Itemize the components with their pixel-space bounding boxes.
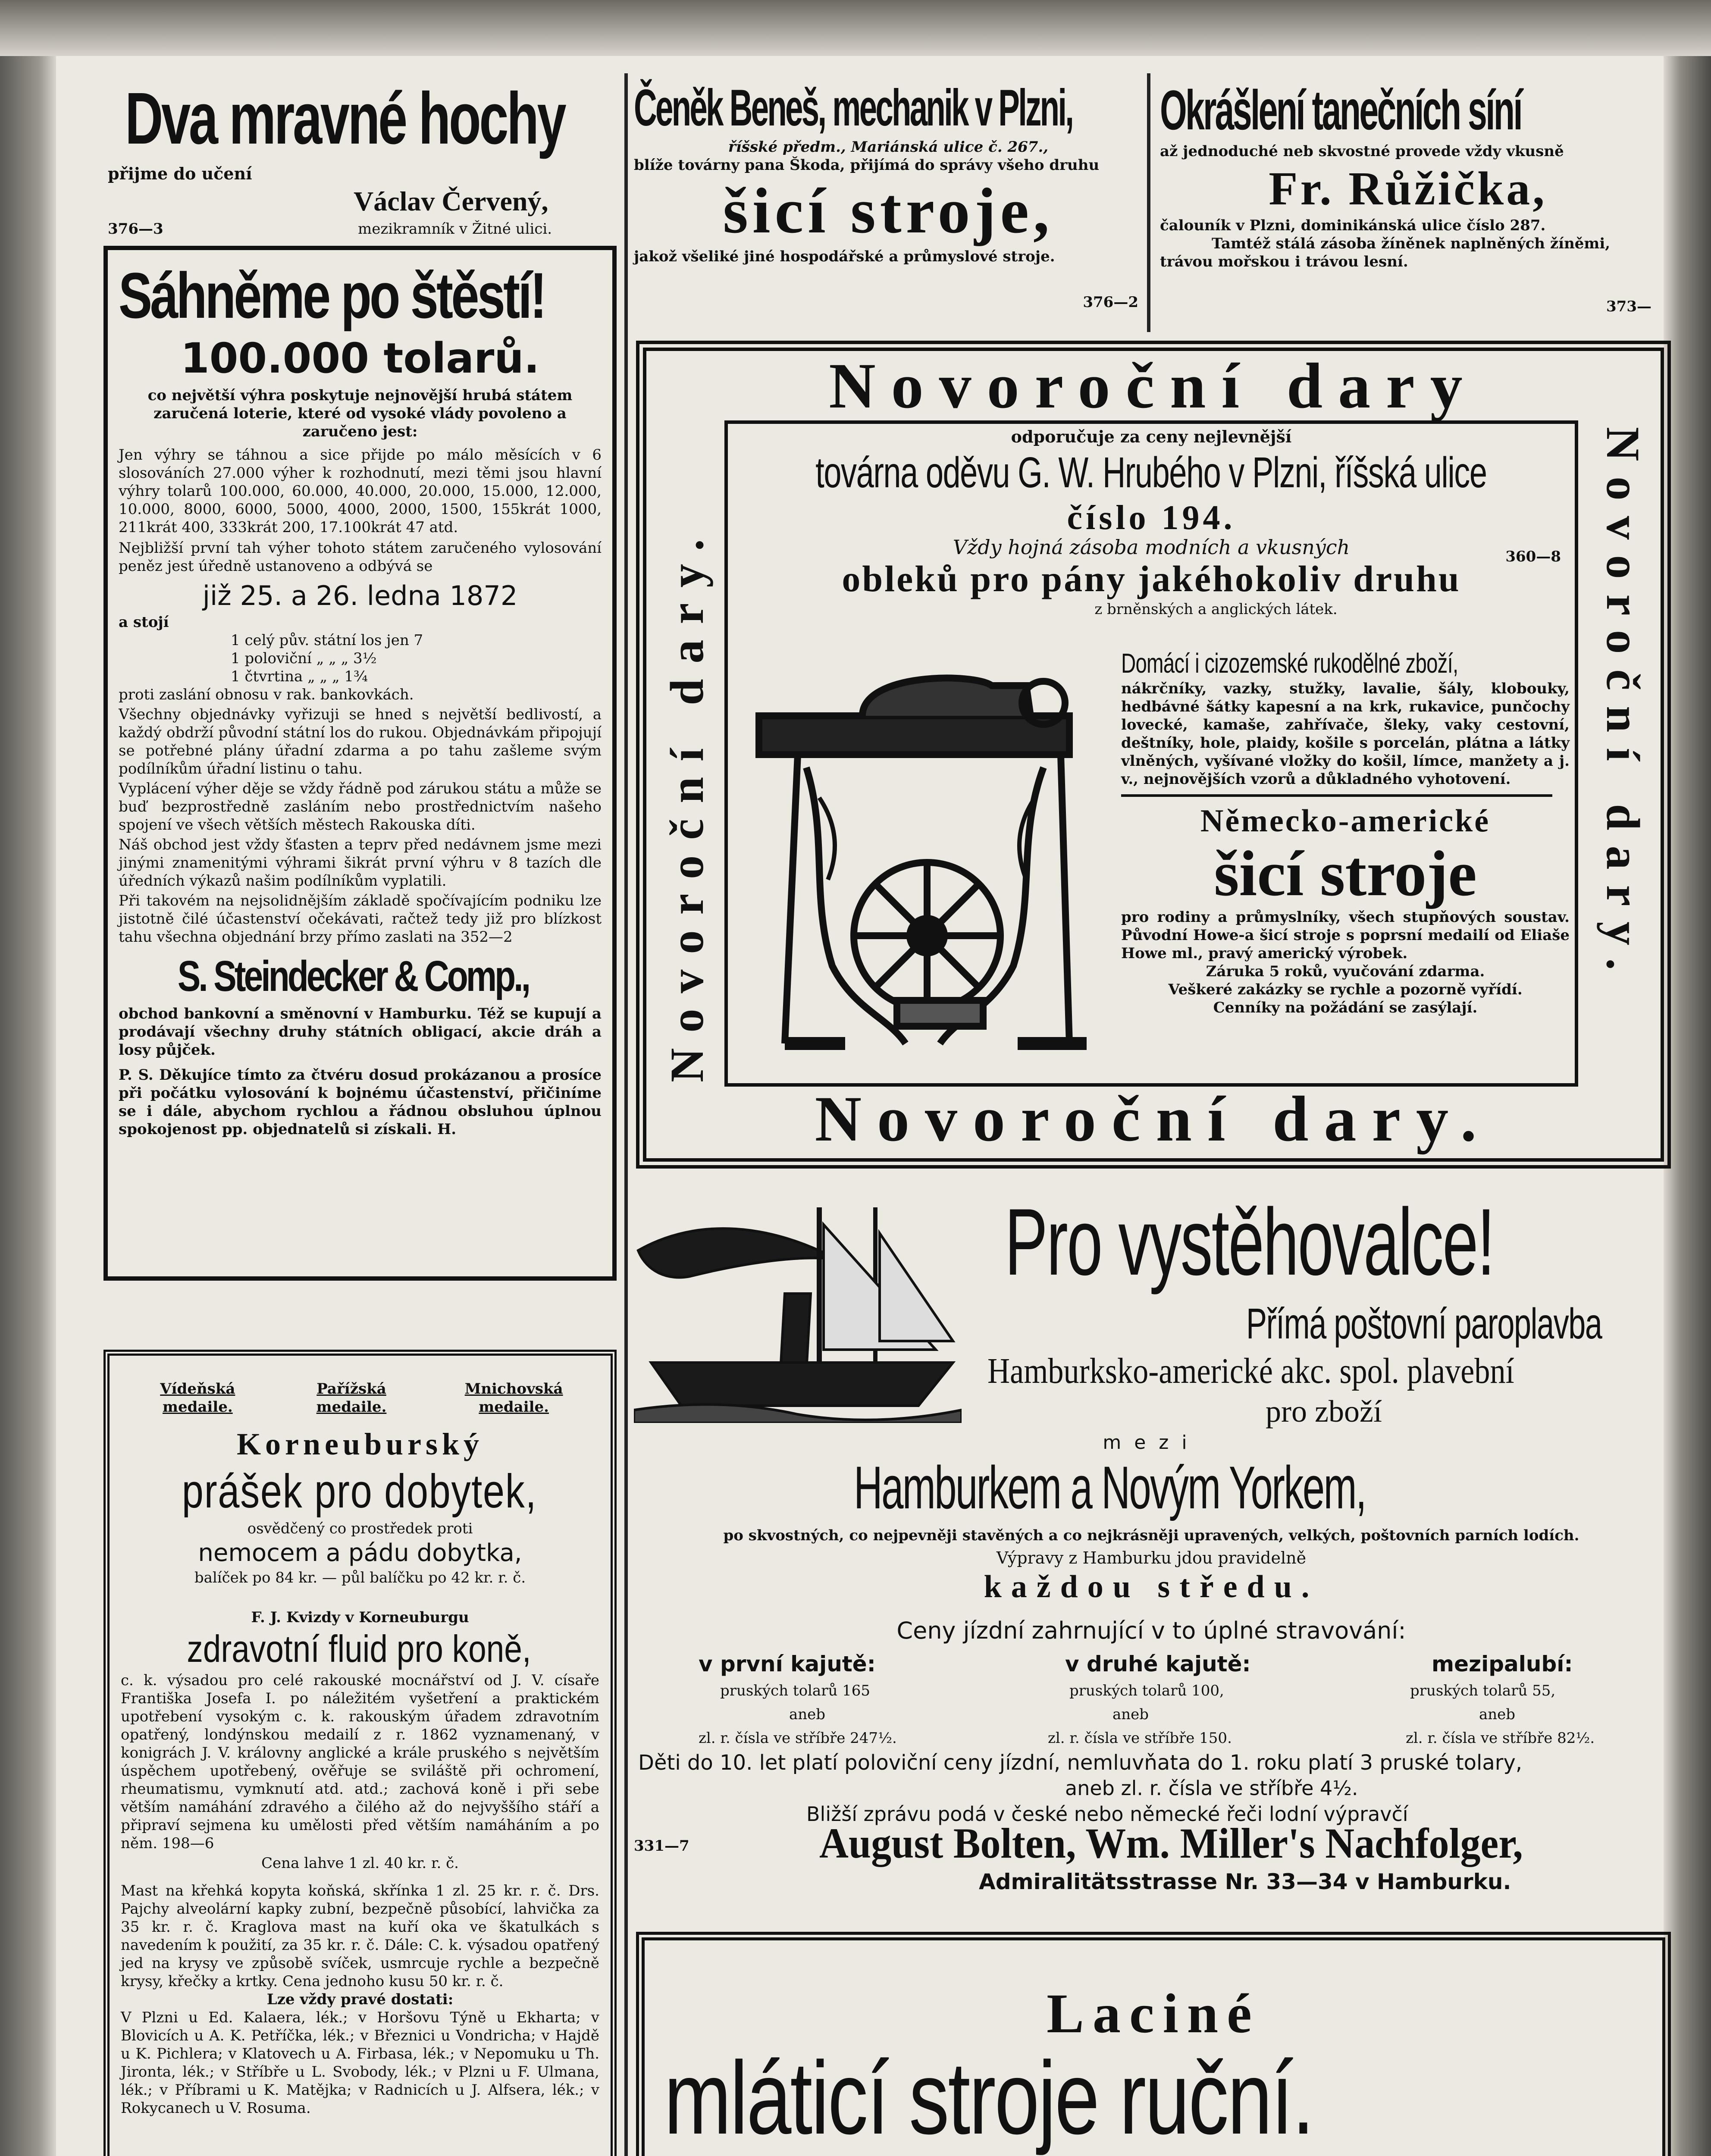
hruby-latky: z brněnských a anglických látek. [1094, 601, 1338, 618]
hruby-obleky: obleků pro pány jakéhokoliv druhu [842, 558, 1461, 599]
lottery-ad [119, 259, 602, 1138]
hruby-zbozi-title: Domácí i cizozemské rukodělné zboží, [1121, 648, 1458, 679]
hruby-divider [1121, 794, 1552, 797]
lottery-date: již 25. a 26. ledna 1872 [202, 580, 518, 611]
hruby-nemecko: Německo-americké [1200, 803, 1491, 839]
lottery-paragraph-4: Všechny objednávky vyřizuji se hned s největší bedlivostí, a každý obdrží původní státní los do rukou. Objednávkám připojují se potřebné plány úřadní zdarma a po tahu zašleme svým podílníkům úřadní listinu o tahu. [119, 706, 602, 777]
ad-benes [634, 78, 1143, 319]
ruzicka-text-2: čalouník v Plzni, dominikánská ulice číslo 287. [1160, 217, 1546, 234]
ad-mlatici-stroje [664, 1984, 1643, 2156]
vystehovalce-ceny: Ceny jízdní zahrnující v to úplné stravování: [896, 1617, 1406, 1644]
vystehovalce-number: 331—7 [634, 1837, 689, 1855]
vystehovalce-vypravy: Výpravy z Hamburku jdou pravidelně [996, 1548, 1307, 1567]
ruzicka-number: 373— [1606, 298, 1651, 315]
korneuburg-line-3: balíček po 84 kr. — půl balíčku po 42 kr. r. č. [194, 1569, 526, 1586]
vystehovalce-cities: Hamburkem a Novým Yorkem, [854, 1454, 1366, 1521]
vystehovalce-title: Pro vystěhovalce! [1005, 1189, 1494, 1295]
sewing-machine-illustration [733, 655, 1121, 1078]
hruby-zaruka: Záruka 5 roků, vyučování zdarma. [1206, 963, 1485, 980]
korneuburg-title: Korneuburský [236, 1427, 484, 1461]
lottery-firm: S. Steindecker & Comp., [177, 952, 529, 1000]
vystehovalce-aneb-3: aneb [1479, 1706, 1516, 1723]
kvizda-sale-places: V Plzni u Ed. Kalaera, lék.; v Horšovu Týně u Ekharta; v Blovicích u A. K. Petříčka, lék.; v Březnici u Vondricha; v Hajdě u K. Pichlera; v Klatovech u A. Firbasa, lék.; v Nepomuku u Th. Jironta, lék.; v Stříbře u L. Svobody, lék.; v Plzni u F. Ulmana, lék.; v Příbrami u K. Matějka; v Radnicích u J. Alfsera, lék.; v Rokycanech u V. Rosuma. [121, 2009, 599, 2117]
lottery-paragraph-7: Při takovém na nejsolidnějším základě spočívajícím podniku lze jistotně čilé účastenství očekávati, račtež tedy již pro blízkost tahu všechna objednání brzy přímo zaslati na 352—2 [119, 892, 602, 946]
vystehovalce-streda: každou středu. [984, 1569, 1319, 1604]
ruzicka-title: Okrášlení tanečních síní [1160, 78, 1521, 141]
vystehovalce-ships: po skvostných, co nejpevněji stavěných a co nejkrásněji upravených, velkých, poštovních parních lodích. [723, 1527, 1579, 1544]
hochy-number: 376—3 [108, 220, 163, 238]
vystehovalce-class-1: v první kajutě: [699, 1651, 876, 1677]
vystehovalce-class-1-price: pruských tolarů 165 [720, 1682, 871, 1699]
kvizda-price: Cena lahve 1 zl. 40 kr. r. č. [261, 1855, 459, 1872]
korneuburg-ad [121, 1380, 599, 2117]
scan-edge-left [0, 0, 56, 2156]
mlatici-title: Laciné [1047, 1983, 1260, 2045]
lottery-price-1: 1 celý pův. státní los jen 7 [231, 632, 423, 649]
lottery-title: Sáhněme po štěstí! [119, 259, 545, 332]
ruzicka-text: až jednoduché neb skvostné provede vždy vkusně [1160, 143, 1564, 160]
benes-address: říšské předm., Mariánská ulice č. 267., [728, 138, 1049, 156]
korneuburg-line-2: nemocem a pádu dobytka, [198, 1539, 522, 1567]
hruby-zasoba: Vždy hojná zásoba modních a vkusných [953, 536, 1350, 559]
steamship-illustration [634, 1199, 962, 1423]
mlatici-big: mláticí stroje ruční. [664, 2040, 1313, 2156]
lottery-price-3: 1 čtvrtina „ „ „ 1¾ [231, 668, 368, 685]
vystehovalce-zbozi: pro zboží [1266, 1394, 1382, 1429]
vystehovalce-company: Hamburksko-americké akc. spol. plavební [987, 1351, 1514, 1391]
lottery-intro: co největší výhra poskytuje nejnovější hrubá státem zaručená loterie, které od vysoké vlády povoleno a zaručeno jest: [147, 387, 573, 440]
hruby-sici-text: pro rodiny a průmyslníky, všech stupňových soustav. Původní Howe-a šicí stroje s poprsní medailí od Eliaše Howe ml., pravý americký výrobek. [1121, 909, 1570, 962]
hruby-goods [1121, 647, 1570, 1017]
korneuburg-product: prášek pro dobytek, [182, 1465, 537, 1518]
column-rule [624, 73, 628, 2156]
vystehovalce-subtitle: Přímá poštovní paroplavba [1246, 1300, 1602, 1348]
vystehovalce-blizsi: Bližší zprávu podá v české nebo německé řeči lodní výpravčí [806, 1802, 1408, 1826]
vystehovalce-deti: Děti do 10. let platí poloviční ceny jízdní, nemluvňata do 1. roku platí 3 pruské tolary, [638, 1751, 1523, 1775]
vystehovalce-class-3: mezipalubí: [1432, 1651, 1573, 1677]
kvizda-text: c. k. výsadou pro celé rakouské mocnářství od J. V. císaře Františka Josefa I. po náležitém vyšetření a praktickém upotřebení vysokým c. k. rakouským úřadem zdravotním opatřený, londýnskou medailí z r. 1862 vyznamenaný, v konigrách J. V. královny anglické a krále pruského s největším úspěchem upotřebený, ověřuje se sviláště při ochromení, rheumatismu, vymknutí atd. atd.; zachová koně i při sebe větším namáhání zdravého a čilého až do nejvyššího stáří a připraví sejmena ku umělosti před větším namáháním a po něm. 198—6 [121, 1672, 599, 1852]
lottery-paragraph-3: proti zaslání obnosu v rak. bankovkách. [119, 686, 414, 703]
benes-text-2: jakož všeliké jiné hospodářské a průmyslové stroje. [634, 248, 1055, 265]
hochy-name: Václav Červený, [354, 186, 548, 216]
benes-big: šicí stroje, [723, 175, 1054, 247]
kvizda-title: zdravotní fluid pro koně, [187, 1627, 531, 1670]
medal-paris: Pařížská medaile. [316, 1380, 387, 1416]
vystehovalce-class-2-silver: zl. r. čísla ve stříbře 150. [1048, 1730, 1232, 1747]
hochy-subtitle: přijme do učení [108, 164, 252, 183]
hochy-trade: mezikramník v Žitné ulici. [358, 220, 552, 238]
hruby-zasoba-number: 360—8 [1505, 548, 1561, 565]
vystehovalce-class-2: v druhé kajutě: [1065, 1651, 1251, 1677]
ruzicka-text-3: Tamtéž stálá zásoba žíněnek naplněných žíněmi, trávou mořskou i trávou lesní. [1160, 235, 1611, 270]
lottery-paragraph-5: Vyplácení výher děje se vždy řádně pod zárukou státu a může se buď bezprostředně zasláním nebo prostřednictvím našeho spojení ve všech větších městech Rakouska díti. [119, 780, 602, 834]
vystehovalce-firm: August Bolten, Wm. Miller's Nachfolger, [819, 1819, 1523, 1867]
lottery-paragraph-6: Náš obchod jest vždy šťasten a teprv před nedávnem jsme mezi jinými znamenitými výhrami šikrát první výhru v 8 tazích dle úředních výkazů našim podílníkům vyplatili. [119, 836, 602, 890]
lottery-paragraph-1: Jen výhry se táhnou a sice přijde po málo měsících v 6 slosováních 27.000 výher k rozhodnutí, mezi těmi jsou hlavní výhry tolarů 100.000, 60.000, 40.000, 20.000, 15.000, 12.000, 10.000, 8000, 6000, 5000, 4000, 2000, 1500, 155krát 1000, 211krát 400, 333krát 200, 17.100krát 47 atd. [119, 446, 602, 536]
lottery-paragraph-8: obchod bankovní a směnovní v Hamburku. Též se kupují a prodávají všechny druhy státních obligací, akcie dráh a losy půjček. [119, 1005, 602, 1059]
hruby-firm: továrna oděvu G. W. Hrubého v Plzni, říšská ulice [815, 448, 1487, 497]
hruby-cislo: číslo 194. [1067, 499, 1236, 537]
vystehovalce-class-2-price: pruských tolarů 100, [1069, 1682, 1224, 1699]
lottery-paragraph-2: Nejbližší první tah výher tohoto státem zaručeného vylosování peněz jest úředně ustanoveno a odbývá se [119, 539, 602, 575]
hruby-ad [733, 427, 1570, 618]
ruzicka-name: Fr. Růžička, [1269, 162, 1547, 215]
hochy-title: Dva mravné hochy [125, 78, 565, 160]
kvizda-name: F. J. Kvizdy v Korneuburgu [251, 1609, 469, 1626]
hruby-zakazky: Veškeré zakázky se rychle a pozorně vyřídí. [1168, 981, 1523, 998]
vystehovalce-deti-2: aneb zl. r. čísla ve stříbře 4½. [1065, 1777, 1358, 1800]
vystehovalce-aneb-2: aneb [1112, 1706, 1149, 1723]
vystehovalce-address: Admiralitätsstrasse Nr. 33—34 v Hamburku. [979, 1869, 1511, 1894]
kvizda-sale-heading: Lze vždy pravé dostati: [266, 1991, 454, 2008]
novorocni-side-right: Novoroční dary. [1597, 427, 1649, 986]
hruby-intro: odporučuje za ceny nejlevnější [1011, 427, 1292, 446]
lottery-price-2: 1 poloviční „ „ „ 3½ [231, 650, 377, 667]
novorocni-header: Novoroční dary [829, 350, 1478, 422]
vystehovalce-class-1-silver: zl. r. čísla ve stříbře 247½. [699, 1730, 897, 1747]
kvizda-more: Mast na křehká kopyta koňská, skřínka 1 zl. 25 kr. r. č. Drs. Pajchy alveolární kapky zubní, bezpečně působící, lahvička za 35 kr. r. č. Kraglova mast na kuří oka ve škatulkách s navedením k použití, za 35 kr. r. č. Dále: C. k. výsadou opatřený jed na krysy ve způsobě svíček, usmrcuje rychle a bezpečně krysy, křečky a krtky. Cena jednoho kusu 50 kr. r. č. [121, 1882, 599, 1990]
hruby-sici-stroje: šicí stroje [1214, 838, 1477, 909]
column-rule-top [1147, 73, 1150, 332]
lottery-amount: 100.000 tolarů. [180, 334, 540, 382]
vystehovalce-class-3-silver: zl. r. čísla ve stříbře 82½. [1406, 1730, 1595, 1747]
ad-dva-hochy [99, 78, 617, 241]
vystehovalce-class-3-price: pruských tolarů 55, [1410, 1682, 1556, 1699]
hruby-cenniky: Cenníky na požádání se zasýlají. [1213, 999, 1478, 1016]
lottery-postscript: P. S. Děkujíce tímto za čtvéru dosud prokázanou a prosíce při počátku vylosování k bojnému účastenství, přičiníme se i dále, abychom rychlou a řádnou obsluhou úplnou spokojenost pp. objednatelů si získali. H. [119, 1066, 602, 1138]
vystehovalce-mezi: mezi [1103, 1432, 1200, 1454]
hruby-zbozi-text: nákrčníky, vazky, stužky, lavalie, šály, klobouky, hedbávné šátky kapesní a na krk, rukavice, punčochy lovecké, kamaše, zahřívače, šleky, vaky cestovní, deštníky, hole, plaidy, košile s porcelán, plátna a látky vlněných, vyšívané vložky do košil, límce, manžety a j. v., nejnovějších vzorů a důkladného vyhotovení. [1121, 680, 1570, 788]
ad-pro-vystehovalce [634, 1190, 1669, 1897]
ad-ruzicka [1160, 78, 1656, 319]
lottery-stoji: a stojí [119, 614, 169, 631]
vystehovalce-aneb-1: aneb [789, 1706, 826, 1723]
novorocni-footer: Novoroční dary. [815, 1083, 1492, 1155]
benes-number: 376—2 [1083, 294, 1138, 311]
korneuburg-line-1: osvědčený co prostředek proti [247, 1520, 473, 1537]
benes-text: blíže továrny pana Škoda, přijímá do správy všeho druhu [634, 157, 1100, 174]
medal-vienna: Vídeňská medaile. [160, 1380, 235, 1416]
novorocni-side-left: Novoroční dary. [661, 523, 713, 1082]
benes-title: Čeněk Beneš, mechanik v Plzni, [634, 79, 1073, 137]
medal-munich: Mnichovská medaile. [464, 1380, 563, 1416]
scan-edge-top [0, 0, 1711, 56]
